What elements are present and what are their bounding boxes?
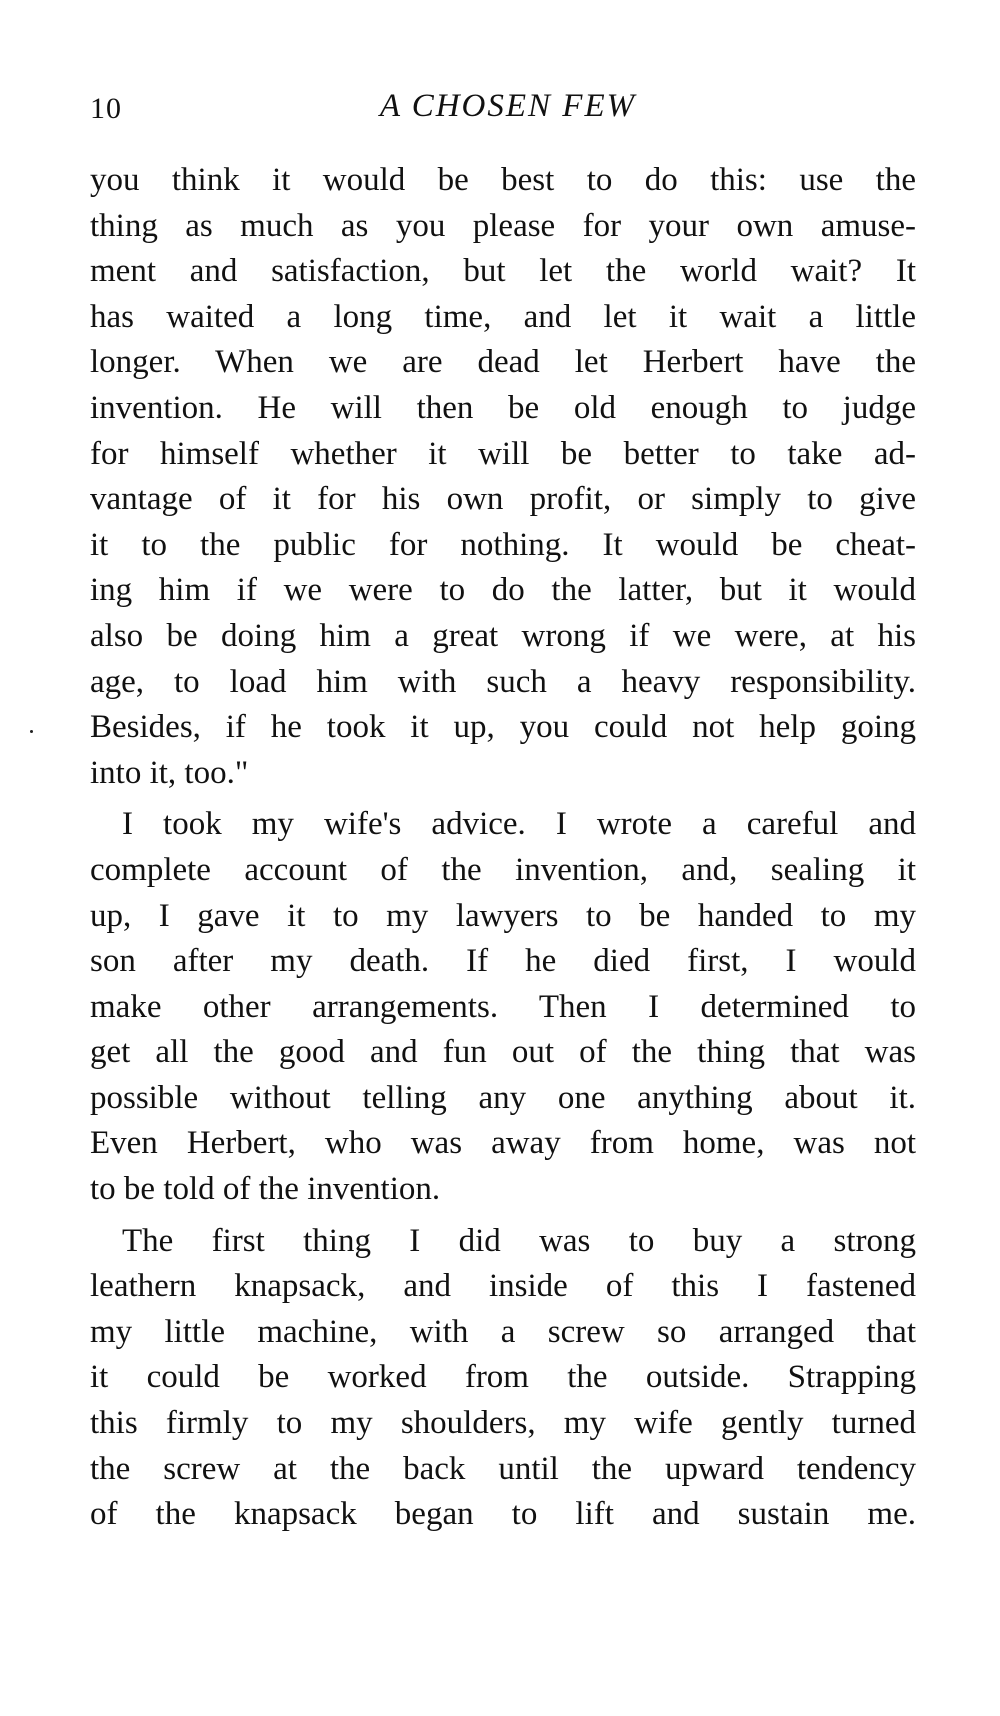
running-head	[90, 88, 916, 138]
text-line: invention. He will then be old enough to judge	[90, 389, 916, 426]
text-line: make other arrangements. Then I determined to	[90, 988, 916, 1025]
text-line: the screw at the back until the upward tendency	[90, 1450, 916, 1487]
paragraph	[90, 158, 916, 796]
body-text	[90, 158, 916, 1538]
text-line: get all the good and fun out of the thing that was	[90, 1034, 916, 1071]
text-line: also be doing him a great wrong if we were, at his	[90, 617, 916, 654]
text-line: longer. When we are dead let Herbert have the	[90, 344, 916, 381]
text-line: I took my wife's advice. I wrote a careful and	[122, 806, 916, 843]
text-line: possible without telling any one anything about it.	[90, 1079, 916, 1116]
text-line: it to the public for nothing. It would be cheat-	[90, 526, 916, 563]
text-line: to be told of the invention.	[90, 1171, 441, 1208]
text-line: age, to load him with such a heavy responsibility.	[90, 663, 916, 700]
page-number: 10	[90, 92, 122, 125]
text-line: into it, too."	[90, 754, 249, 791]
text-line: my little machine, with a screw so arranged that	[90, 1313, 916, 1350]
text-line: vantage of it for his own profit, or simply to give	[90, 481, 916, 518]
text-line: has waited a long time, and let it wait a little	[90, 298, 916, 335]
text-line: ing him if we were to do the latter, but it would	[90, 572, 916, 609]
text-line: thing as much as you please for your own amuse-	[90, 207, 916, 244]
text-line: son after my death. If he died first, I would	[90, 943, 916, 980]
text-line: Even Herbert, who was away from home, was not	[90, 1125, 916, 1162]
text-line: complete account of the invention, and, sealing it	[90, 851, 916, 888]
text-line: for himself whether it will be better to take ad-	[90, 435, 916, 472]
paragraph	[90, 802, 916, 1212]
text-line: The first thing I did was to buy a strong	[122, 1222, 916, 1259]
text-line: this firmly to my shoulders, my wife gently turned	[90, 1405, 916, 1442]
text-line: you think it would be best to do this: use the	[90, 162, 916, 198]
text-line: up, I gave it to my lawyers to be handed to my	[90, 897, 916, 934]
text-line: ment and satisfaction, but let the world wait? It	[90, 253, 916, 290]
running-title: A CHOSEN FEW	[379, 88, 637, 124]
text-line: leathern knapsack, and inside of this I fastened	[90, 1268, 916, 1305]
text-line: it could be worked from the outside. Strapping	[90, 1359, 916, 1396]
text-line: Besides, if he took it up, you could not help going	[90, 709, 916, 746]
paragraph	[90, 1219, 916, 1538]
text-line: of the knapsack began to lift and sustain me.	[90, 1496, 916, 1533]
stray-ink-mark	[30, 730, 33, 733]
